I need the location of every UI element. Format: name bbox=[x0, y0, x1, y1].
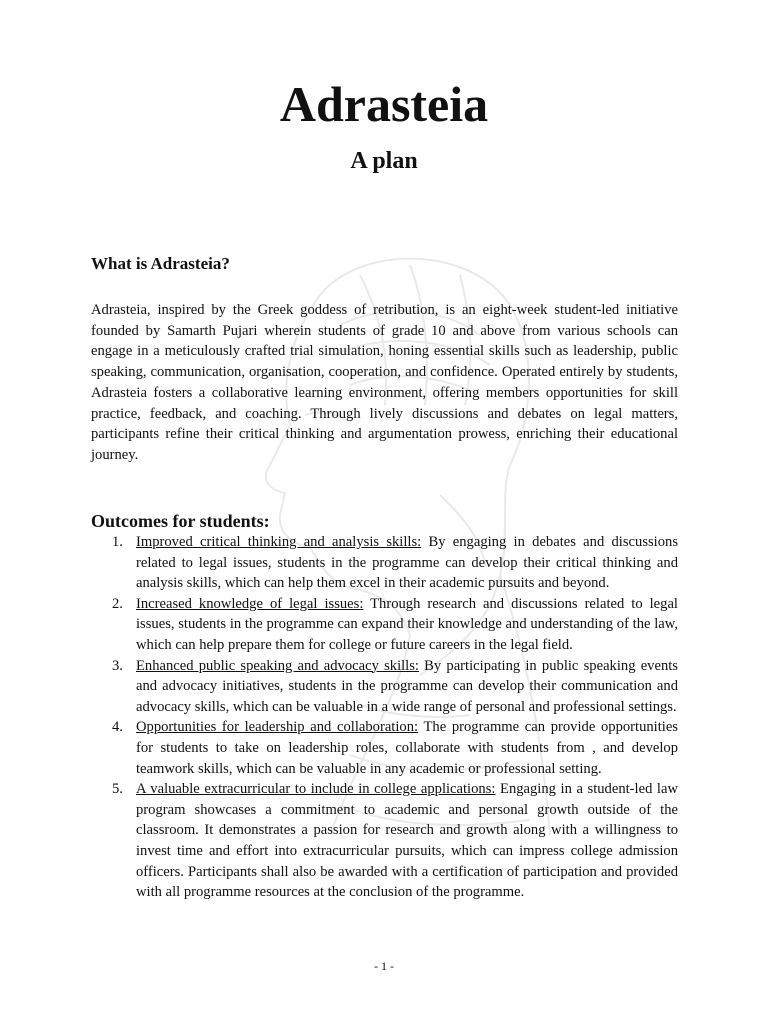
document-title: Adrasteia bbox=[279, 76, 489, 132]
outcome-text: By engaging in debates and discussions related to legal issues, students in the programme can develop their critical thinking and analysis skills, which can help them excel in their academic pursuits and beyond. bbox=[136, 534, 678, 592]
outcome-lead: Improved critical thinking and analysis skills: bbox=[136, 534, 422, 550]
outcome-text: Engaging in a student-led law program showcases a commitment to academic and personal growth outside of the classroom. It demonstrates a passion for research and growth along with a willingness to invest time and effort into extracurricular pursuits, which can impress college admission officers. Participants shall also be awarded with a certification of participation and provided with all programme resources at the conclusion of the programme. bbox=[136, 781, 679, 901]
outcome-lead: Enhanced public speaking and advocacy skills: bbox=[136, 657, 419, 674]
outcomes-list bbox=[91, 532, 678, 903]
outcome-lead: Increased knowledge of legal issues: bbox=[136, 595, 364, 612]
outcome-text: Through research and discussions related to legal issues, students in the programme can expand their knowledge and understanding of the law, which can help prepare them for college or future careers in the legal field. bbox=[136, 595, 678, 653]
outcome-item bbox=[91, 656, 678, 718]
outcome-number: 3. bbox=[112, 657, 123, 674]
outcomes-heading: Outcomes for students: bbox=[91, 511, 270, 531]
intro-paragraph: Adrasteia, inspired by the Greek goddess of retribution, is an eight-week student-led initiative founded by Samarth Pujari wherein students of grade 10 and above from various schools can engage in a meticulously crafted trial simulation, honing essential skills such as leadership, public speaking, communication, organisation, cooperation, and confidence. Operated entirely by students, Adrasteia fosters a collaborative learning environment, offering members opportunities for skill practice, feedback, and coaching. Through lively discussions and debates on legal matters, participants refine their critical thinking and argumentation prowess, enriching their educational journey. bbox=[91, 302, 678, 463]
outcome-number: 4. bbox=[112, 719, 123, 736]
outcome-text: The programme can provide opportunities for students to take on leadership roles, collaborate with students from , and develop teamwork skills, which can be valuable in any academic or professional setting. bbox=[136, 719, 678, 777]
outcome-item bbox=[91, 532, 678, 594]
outcome-lead: A valuable extracurricular to include in college applications: bbox=[136, 781, 496, 798]
intro-heading: What is Adrasteia? bbox=[91, 254, 230, 273]
outcome-item bbox=[91, 779, 678, 903]
document-subtitle: A plan bbox=[350, 148, 418, 174]
outcome-lead: Opportunities for leadership and collaboration: bbox=[136, 719, 419, 736]
outcome-number: 5. bbox=[112, 781, 123, 798]
outcome-number: 2. bbox=[112, 595, 123, 612]
outcome-text: By participating in public speaking events and advocacy initiatives, students in the programme can develop their communication and advocacy skills, which can be valuable in a wide range of personal and professional settings. bbox=[136, 657, 678, 715]
outcome-item bbox=[91, 717, 678, 779]
outcome-item bbox=[91, 594, 678, 656]
page-number: - 1 - bbox=[374, 959, 394, 973]
outcome-number: 1. bbox=[112, 534, 123, 550]
